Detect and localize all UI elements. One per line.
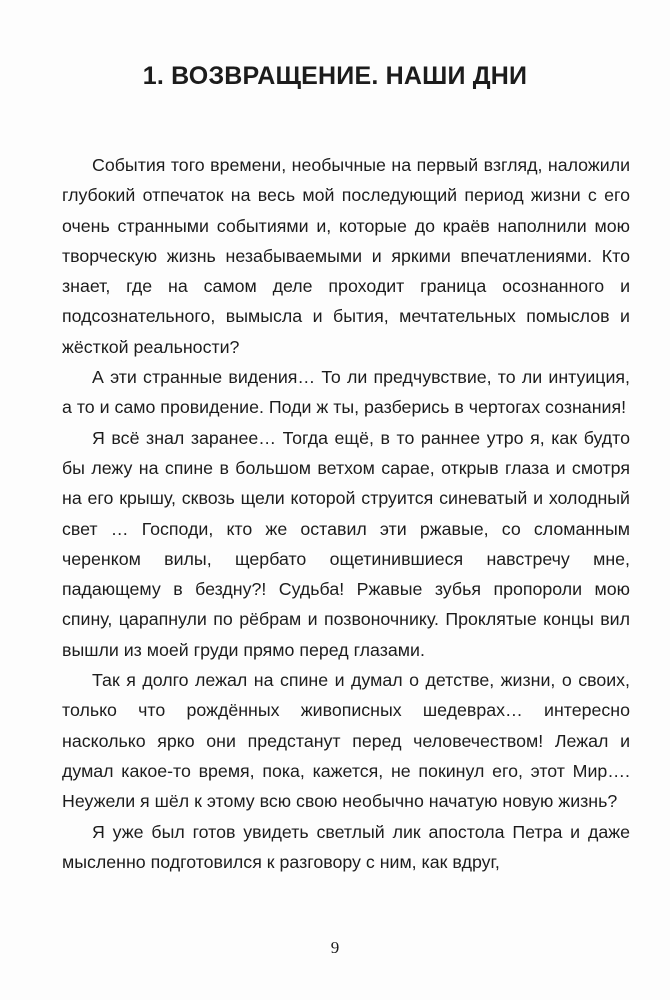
paragraph: А эти странные видения… То ли предчувствие, то ли интуиция, а то и само провидение. Поди ж ты, разберись в чертогах сознания! xyxy=(62,367,630,418)
paragraph: Так я долго лежал на спине и думал о детстве, жизни, о своих, только что рождённых живописных шедеврах… интересно насколько ярко они предстанут перед человечеством! Лежал и думал какое-то время, пока, кажется, не покинул его, этот Мир…. Неужели я шёл к этому всю свою необычно начатую новую жизнь? xyxy=(62,670,630,812)
paragraph: Я всё знал заранее… Тогда ещё, в то раннее утро я, как будто бы лежу на спине в большом ветхом сарае, открыв глаза и смотря на его крышу, сквозь щели которой струится синеватый и холодный свет … Господи, кто же оставил эти ржавые, со сломанным черенком вилы, щербато ощетинившиеся навстречу мне, падающему в бездну?! Судьба! Ржавые зубья пропороли мою спину, царапнули по рёбрам и позвоночнику. Проклятые концы вил вышли из моей груди прямо перед глазами. xyxy=(62,427,630,660)
page-number: 9 xyxy=(330,938,340,957)
paragraph: События того времени, необычные на первый взгляд, наложили глубокий отпечаток на весь мой последующий период жизни с его очень странными событиями и, которые до краёв наполнили мою творческую жизнь незабываемыми и яркими впечатлениями. Кто знает, где на самом деле проходит граница осознанного и подсознательного, вымысла и бытия, мечтательных помыслов и жёсткой реальности? xyxy=(62,155,630,357)
paragraph: Я уже был готов увидеть светлый лик апостола Петра и даже мысленно подготовился к разговору с ним, как вдруг, xyxy=(62,821,630,872)
body-text xyxy=(62,150,630,877)
chapter-title: 1. ВОЗВРАЩЕНИЕ. НАШИ ДНИ xyxy=(142,62,528,90)
